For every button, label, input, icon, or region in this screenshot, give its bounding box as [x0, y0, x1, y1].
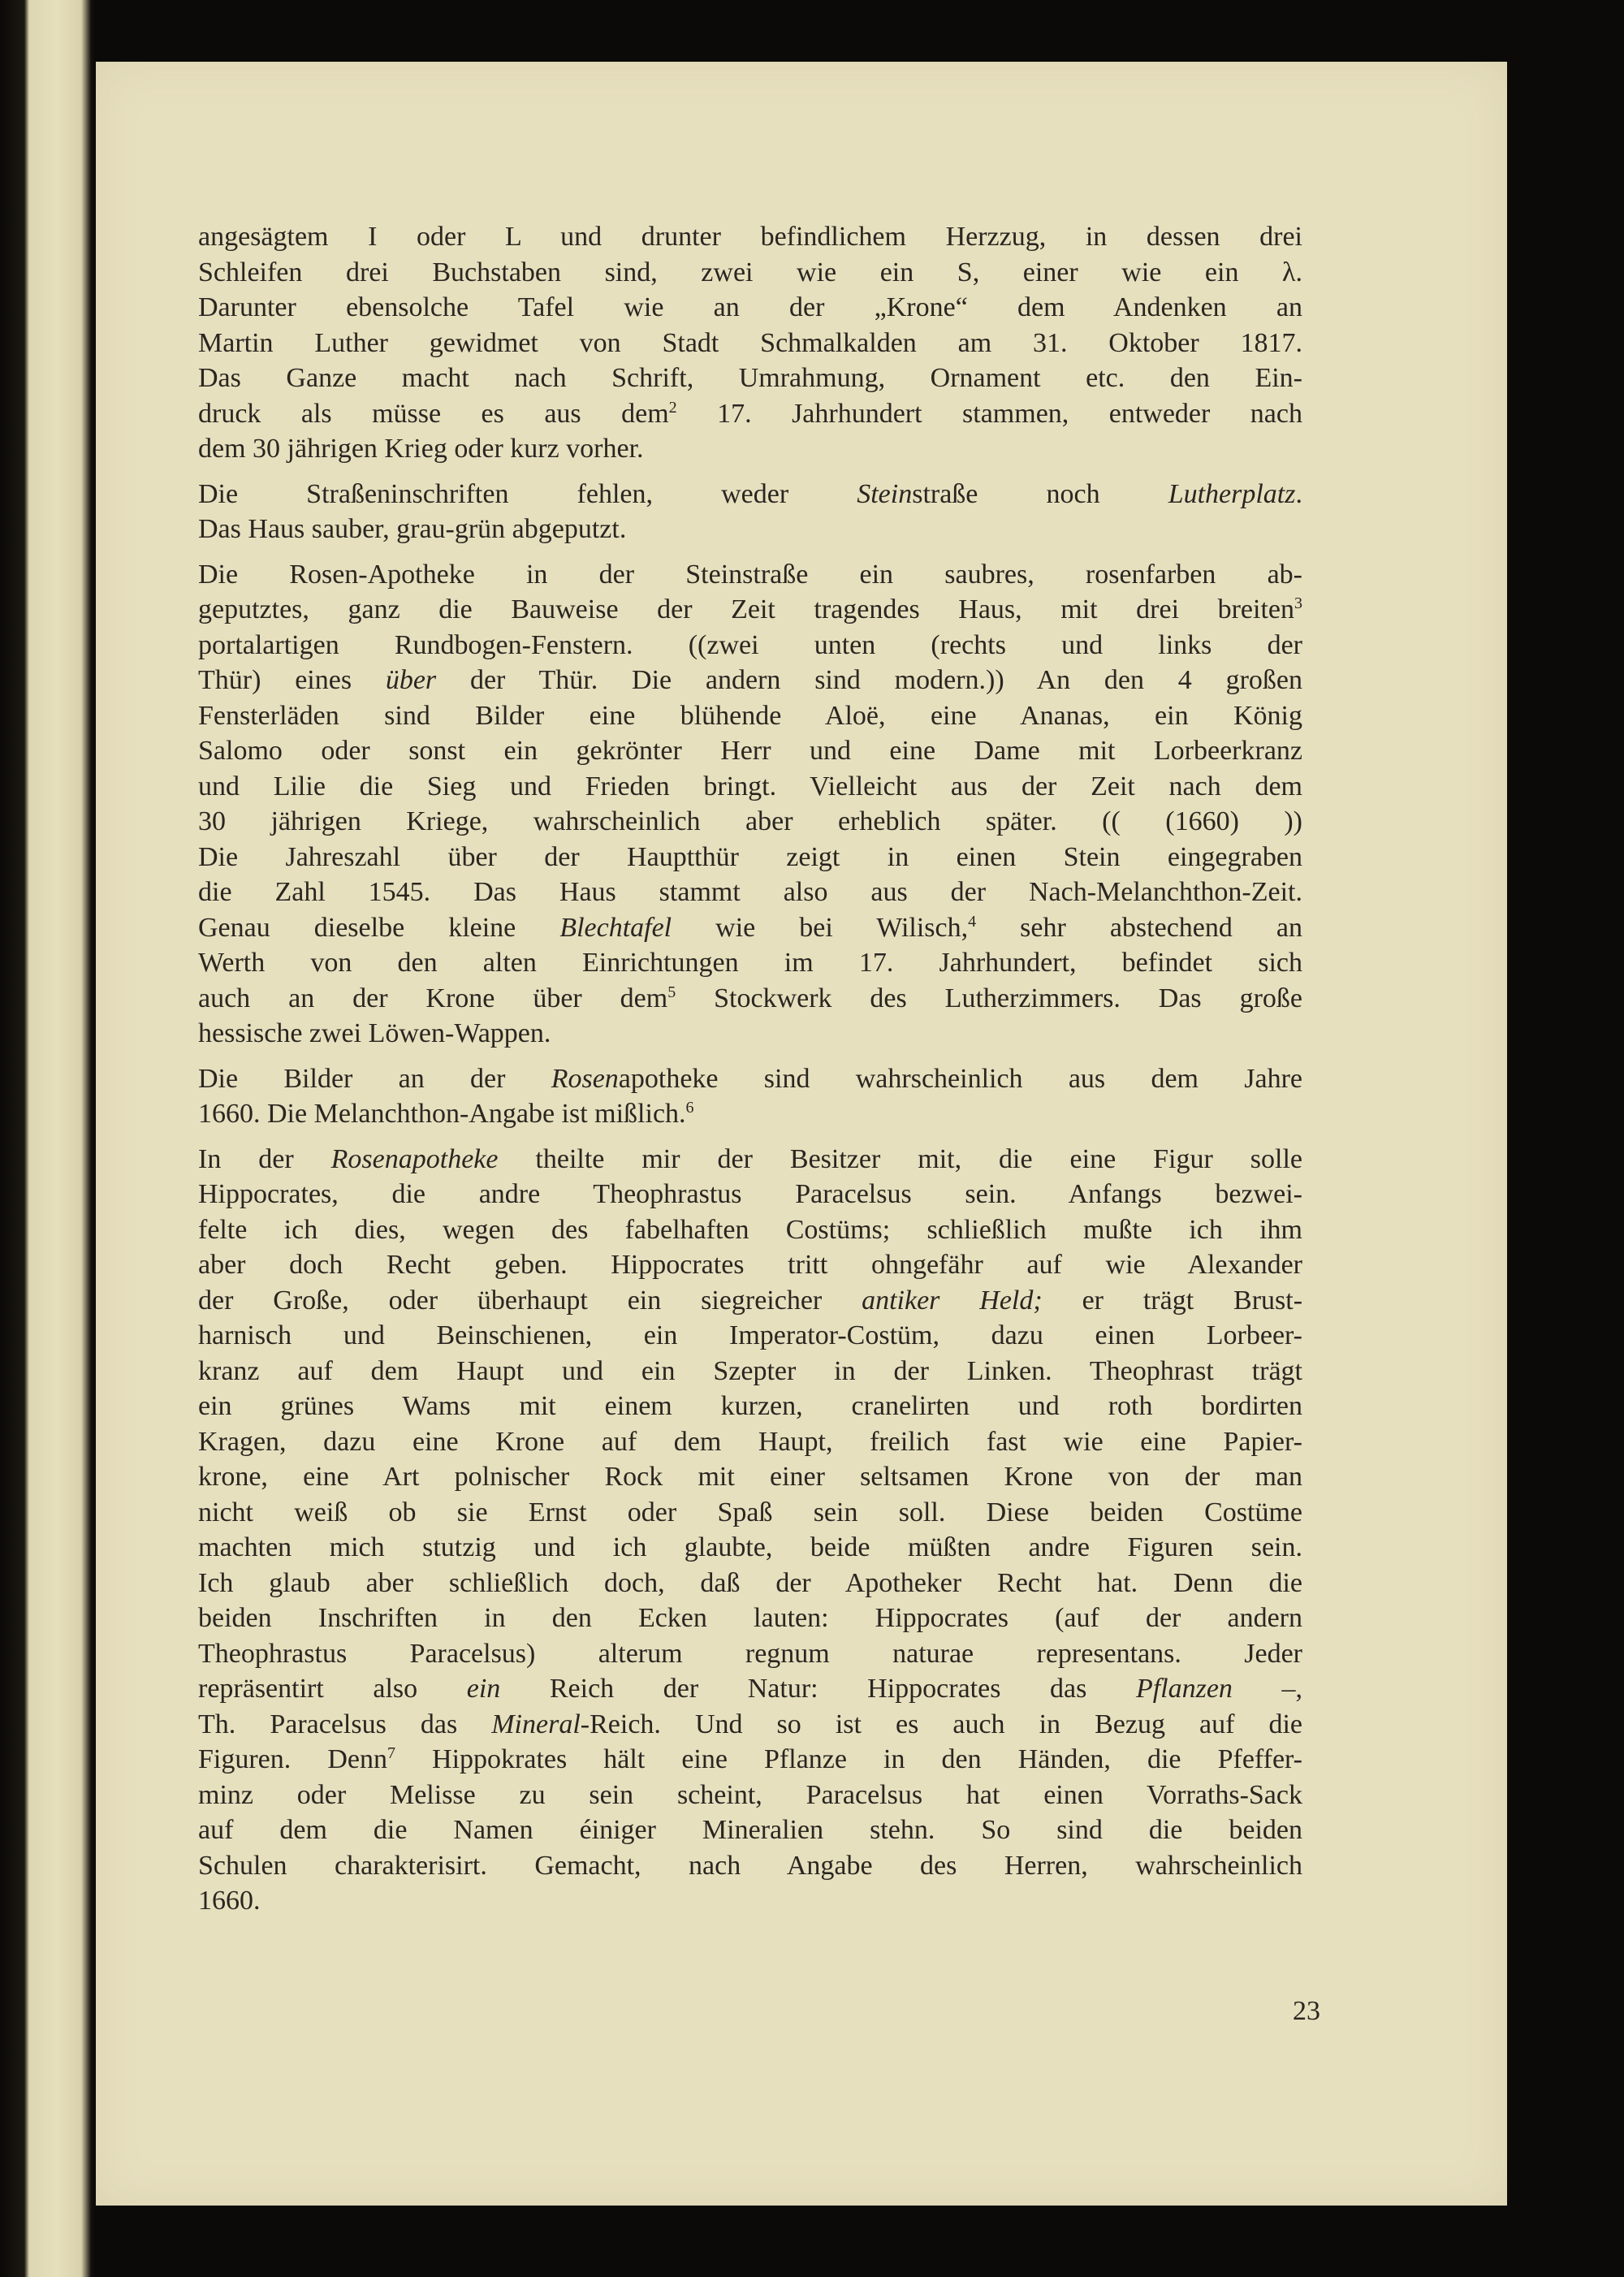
- text-line: harnisch und Beinschienen, ein Imperator-Costüm, dazu einen Lorbeer-: [198, 1320, 1302, 1350]
- text-line: kranz auf dem Haupt und ein Szepter in der Linken. Theophrast trägt: [198, 1355, 1302, 1386]
- text-line: machten mich stutzig und ich glaubte, beide müßten andre Figuren sein.: [198, 1532, 1302, 1562]
- text-line: Schulen charakterisirt. Gemacht, nach Angabe des Herren, wahrscheinlich: [198, 1850, 1302, 1881]
- text-line: Kragen, dazu eine Krone auf dem Haupt, freilich fast wie eine Papier-: [198, 1426, 1302, 1457]
- text-line: Hippocrates, die andre Theophrastus Paracelsus sein. Anfangs bezwei-: [198, 1179, 1302, 1209]
- text-line: Theophrastus Paracelsus) alterum regnum naturae representans. Jeder: [198, 1638, 1302, 1669]
- text-line: nicht weiß ob sie Ernst oder Spaß sein soll. Diese beiden Costüme: [198, 1497, 1302, 1527]
- text-line: Figuren. Denn$^7$ Hippokrates hält eine Pflanze in den Händen, die Pfeffer-: [198, 1744, 1302, 1774]
- text-line: hessische zwei Löwen-Wappen.: [198, 1018, 551, 1048]
- text-line: minz oder Melisse zu sein scheint, Paracelsus hat einen Vorraths-Sack: [198, 1779, 1302, 1810]
- text-line: 1660. Die Melanchthon-Angabe ist mißlich.$^6$: [198, 1099, 694, 1129]
- paragraph: [198, 1142, 1302, 1919]
- text-line: auch an der Krone über dem$^5$ Stockwerk des Lutherzimmers. Das große: [198, 983, 1302, 1013]
- text-line: Th. Paracelsus das Mineral-Reich. Und so ist es auch in Bezug auf die: [198, 1709, 1302, 1739]
- text-line: 30 jährigen Kriege, wahrscheinlich aber erheblich später. (( (1660) )): [198, 806, 1302, 836]
- text-line: aber doch Recht geben. Hippocrates tritt ohngefähr auf wie Alexander: [198, 1250, 1302, 1280]
- paragraph: [198, 557, 1302, 1052]
- text-line: Martin Luther gewidmet von Stadt Schmalkalden am 31. Oktober 1817.: [198, 327, 1302, 358]
- text-line: Schleifen drei Buchstaben sind, zwei wie ein S, einer wie ein λ.: [198, 257, 1302, 287]
- text-line: geputztes, ganz die Bauweise der Zeit tragendes Haus, mit drei breiten$^3$: [198, 594, 1302, 624]
- previous-page-edge: [0, 0, 96, 2277]
- text-line: druck als müsse es aus dem$^2$ 17. Jahrhundert stammen, entweder nach: [198, 398, 1302, 429]
- text-line: dem 30 jährigen Krieg oder kurz vorher.: [198, 434, 644, 464]
- text-line: Die Jahreszahl über der Hauptthür zeigt in einen Stein eingegraben: [198, 841, 1302, 872]
- text-line: Salomo oder sonst ein gekrönter Herr und eine Dame mit Lorbeerkranz: [198, 736, 1302, 766]
- body-text: [198, 219, 1302, 1929]
- book-page: [96, 62, 1507, 2206]
- text-line: die Zahl 1545. Das Haus stammt also aus der Nach-Melanchthon-Zeit.: [198, 877, 1302, 907]
- text-line: der Große, oder überhaupt ein siegreicher antiker Held; er trägt Brust-: [198, 1285, 1303, 1316]
- text-line: Die Straßeninschriften fehlen, weder Steinstraße noch Lutherplatz.: [198, 478, 1302, 509]
- text-line: Die Bilder an der Rosenapotheke sind wahrscheinlich aus dem Jahre: [198, 1063, 1302, 1094]
- text-line: 1660.: [198, 1886, 261, 1916]
- text-line: auf dem die Namen éiniger Mineralien stehn. So sind die beiden: [198, 1815, 1302, 1845]
- text-line: beiden Inschriften in den Ecken lauten: Hippocrates (auf der andern: [198, 1603, 1302, 1633]
- text-line: Das Ganze macht nach Schrift, Umrahmung, Ornament etc. den Ein-: [198, 363, 1302, 393]
- text-line: angesägtem I oder L und drunter befindlichem Herzzug, in dessen drei: [198, 222, 1302, 252]
- paragraph: [198, 477, 1302, 547]
- text-line: Thür) eines über der Thür. Die andern sind modern.)) An den 4 großen: [198, 665, 1302, 695]
- text-line: Fensterläden sind Bilder eine blühende Aloë, eine Ananas, ein König: [198, 700, 1302, 731]
- text-line: Werth von den alten Einrichtungen im 17. Jahrhundert, befindet sich: [198, 948, 1302, 978]
- text-line: portalartigen Rundbogen-Fenstern. ((zwei unten (rechts und links der: [198, 629, 1302, 660]
- text-line: krone, eine Art polnischer Rock mit einer seltsamen Krone von der man: [198, 1462, 1302, 1492]
- paragraph: [198, 1061, 1302, 1132]
- text-line: ein grünes Wams mit einem kurzen, cranelirten und roth bordirten: [198, 1391, 1302, 1421]
- page-number: 23: [1293, 1996, 1320, 2026]
- text-line: repräsentirt also ein Reich der Natur: Hippocrates das Pflanzen –,: [198, 1674, 1302, 1704]
- text-line: In der Rosenapotheke theilte mir der Besitzer mit, die eine Figur solle: [198, 1143, 1302, 1174]
- text-line: Darunter ebensolche Tafel wie an der „Krone“ dem Andenken an: [198, 292, 1302, 322]
- text-line: Das Haus sauber, grau-grün abgeputzt.: [198, 514, 627, 544]
- text-line: Ich glaub aber schließlich doch, daß der Apotheker Recht hat. Denn die: [198, 1567, 1302, 1598]
- text-line: Genau dieselbe kleine Blechtafel wie bei Wilisch,$^4$ sehr abstechend an: [198, 912, 1302, 943]
- paragraph: [198, 219, 1302, 467]
- text-line: Die Rosen-Apotheke in der Steinstraße ein saubres, rosenfarben ab-: [198, 559, 1302, 590]
- text-line: felte ich dies, wegen des fabelhaften Costüms; schließlich mußte ich ihm: [198, 1214, 1302, 1245]
- text-line: und Lilie die Sieg und Frieden bringt. Vielleicht aus der Zeit nach dem: [198, 771, 1302, 801]
